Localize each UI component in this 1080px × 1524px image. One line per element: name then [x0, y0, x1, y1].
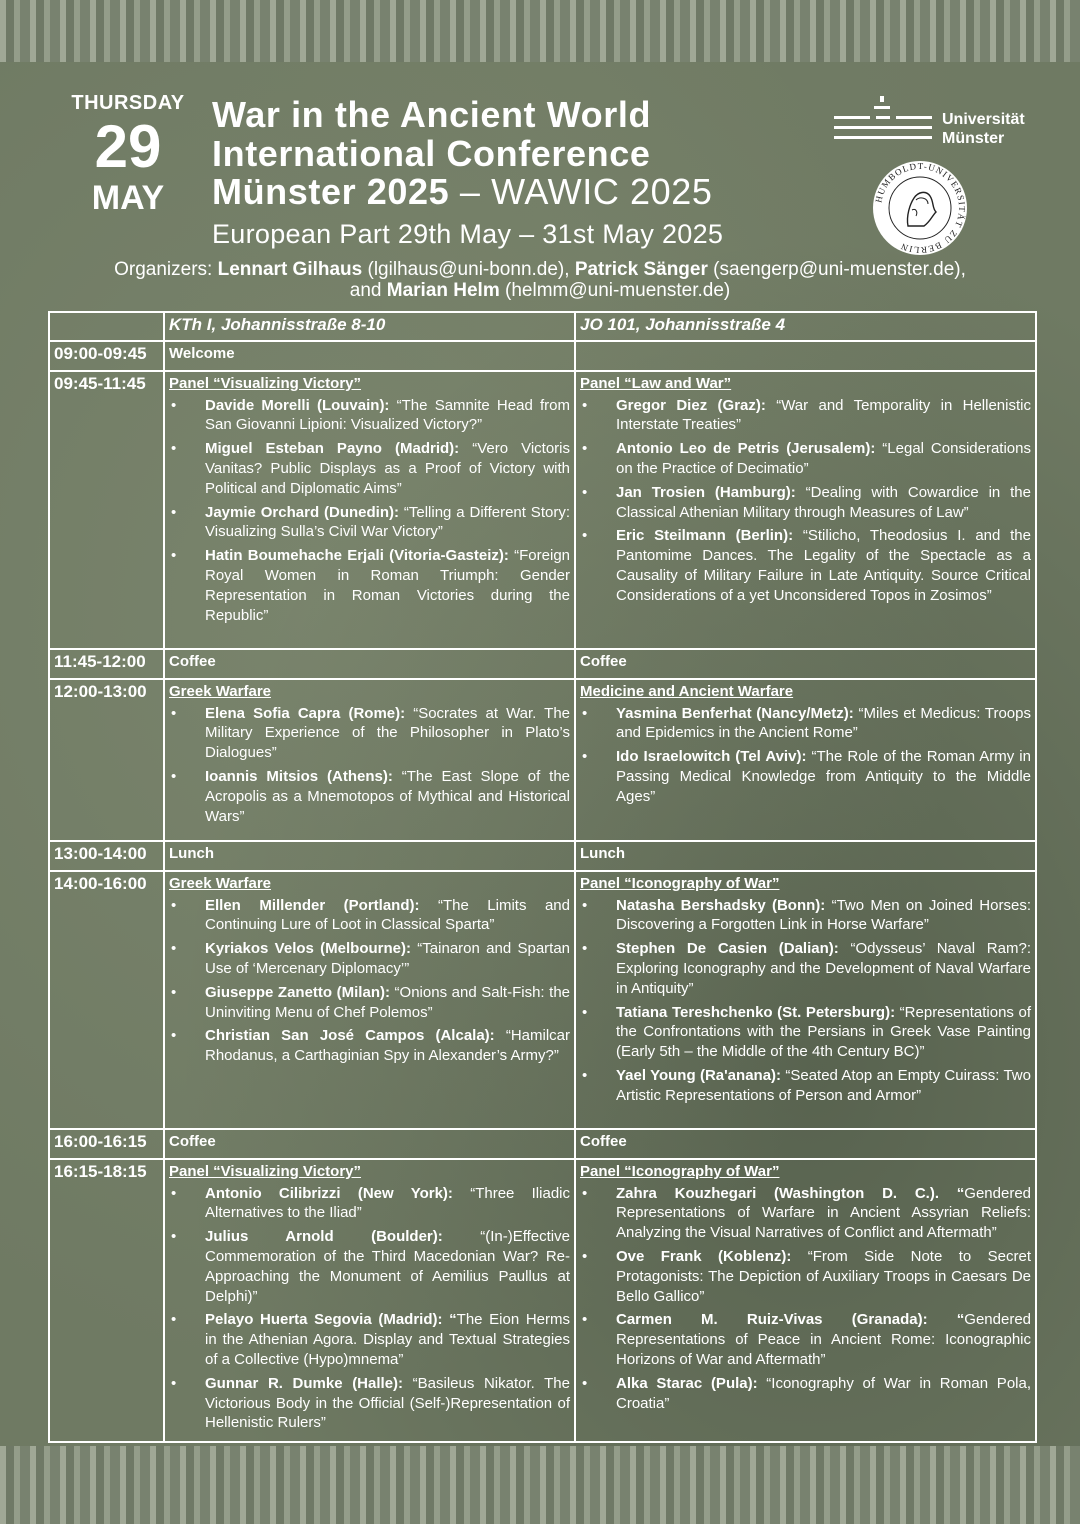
talk-title: “The Samnite Head from San Giovanni Lipioni: Visualized Victory?”	[205, 396, 570, 434]
time-slot-cell	[49, 649, 164, 679]
talk-title: “Telling a Different Story: Visualizing Sulla’s Civil War Victory”	[205, 503, 570, 541]
venue-b-label: JO 101, Johannisstraße 4	[580, 315, 786, 334]
talk-title: Gendered Representations of Warfare in Ancient Assyrian Reliefs: Analyzing the Visual Narratives of Conflict and Aftermath”	[616, 1184, 1031, 1242]
talk-item	[580, 439, 1031, 479]
muenster-logo-text	[942, 110, 1025, 148]
panel-title: Panel “Visualizing Victory”	[169, 374, 362, 392]
panel-title: Panel “Iconography of War”	[580, 874, 780, 892]
panel-title: Panel “Visualizing Victory”	[169, 1162, 362, 1180]
talk-speaker: Jaymie Orchard (Dunedin):	[205, 503, 399, 521]
talk-speaker: Alka Starac (Pula):	[616, 1374, 758, 1392]
talk-item	[169, 767, 570, 826]
talk-item	[580, 747, 1031, 806]
session-cell-a	[164, 841, 575, 871]
schedule-row	[49, 371, 1036, 649]
panel-title: Greek Warfare	[169, 874, 271, 892]
organizer-email-2[interactable]: (saengerp@uni-muenster.de),	[707, 259, 966, 280]
talk-title: “Onions and Salt-Fish: the Uninviting Menu of Chef Polemos”	[205, 983, 571, 1021]
talk-item	[580, 1066, 1031, 1106]
talk-list	[169, 396, 570, 626]
talk-item	[580, 1247, 1031, 1306]
talk-item	[580, 939, 1031, 998]
talk-speaker: Stephen De Casien (Dalian):	[616, 940, 839, 958]
organizers-label: Organizers:	[114, 259, 218, 280]
talk-item	[169, 439, 570, 498]
session-cell-b	[575, 1129, 1036, 1159]
talk-speaker: Antonio Leo de Petris (Jerusalem):	[616, 440, 876, 458]
talk-title: “Two Men on Joined Horses: Discovering a Forgotten Link in Horse Warfare”	[616, 896, 1031, 934]
session-cell-a	[164, 341, 575, 371]
talk-title: Gendered Representations of Peace in Ancient Rome: Iconographic Horizons of War and Aftermath”	[616, 1311, 1031, 1368]
schedule-body	[49, 312, 1036, 1442]
talk-list	[580, 1184, 1031, 1414]
talk-title: “Dealing with Cowardice in the Classical Athenian Military through Measures of Law”	[616, 483, 1031, 521]
university-muenster-logo	[834, 90, 1034, 150]
time-slot: 14:00-16:00	[54, 873, 147, 893]
talk-item	[580, 704, 1031, 744]
talk-list	[580, 396, 1031, 606]
time-slot-cell	[49, 371, 164, 649]
session-cell-b	[575, 649, 1036, 679]
date-weekday: THURSDAY	[71, 92, 185, 114]
talk-item	[169, 1310, 570, 1369]
talk-list	[580, 896, 1031, 1106]
talk-item	[169, 1026, 570, 1066]
talk-speaker: Giuseppe Zanetto (Milan):	[205, 983, 390, 1001]
title-line-1: War in the Ancient World	[212, 94, 652, 135]
session-label: Lunch	[580, 844, 625, 862]
talk-speaker: Miguel Esteban Payno (Madrid):	[205, 440, 460, 458]
talk-list	[580, 704, 1031, 807]
organizer-name-2: Patrick Sänger	[574, 259, 708, 280]
session-label: Coffee	[169, 1132, 216, 1150]
logo-text-line-2: Münster	[942, 130, 1005, 147]
talk-title: “Stilicho, Theodosius I. and the Pantomime Dances. The Legality of the Spectacle as a Causality of Military Failure in Late Antiquity. Source Critical Considerations of a yet Unconsidered Topos in Zosimos”	[616, 527, 1031, 604]
talk-speaker: Jan Trosien (Hamburg):	[616, 483, 796, 501]
humboldt-university-seal-icon	[872, 160, 968, 256]
talk-speaker: Yasmina Benferhat (Nancy/Metz):	[616, 704, 854, 722]
talk-title: “Miles et Medicus: Troops and Epidemics in the Ancient Rome”	[616, 704, 1031, 742]
talk-item	[169, 1374, 570, 1433]
talk-speaker: Ove Frank (Koblenz):	[616, 1247, 792, 1265]
talk-title: The Eion Herms in the Athenian Agora. Display and Textual Strategies of a Collective (Hypo)mnema”	[205, 1311, 570, 1368]
time-slot-cell	[49, 1159, 164, 1442]
schedule-row	[49, 871, 1036, 1129]
talk-speaker: Christian San José Campos (Alcala):	[205, 1027, 495, 1045]
schedule-row	[49, 841, 1036, 871]
session-cell-b	[575, 841, 1036, 871]
talk-title: “Representations of the Confrontations with the Persians in Greek Vase Painting (Early 5th – the Middle of the 4th Century BC)”	[616, 1003, 1031, 1061]
talk-speaker: Carmen M. Ruiz-Vivas (Granada): “	[616, 1311, 965, 1329]
talk-title: “War and Temporality in Hellenistic Interstate Treaties”	[616, 396, 1031, 434]
talk-speaker: Hatin Boumehache Erjali (Vitoria-Gasteiz):	[205, 547, 509, 565]
schedule-row	[49, 1159, 1036, 1442]
session-cell-b	[575, 679, 1036, 841]
title-line-3-light: – WAWIC 2025	[449, 171, 713, 212]
talk-speaker: Davide Morelli (Louvain):	[205, 396, 390, 414]
venue-header-row	[49, 312, 1036, 341]
talk-speaker: Ellen Millender (Portland):	[205, 896, 420, 914]
talk-item	[169, 704, 570, 763]
panel-title: Panel “Iconography of War”	[580, 1162, 780, 1180]
time-slot-cell	[49, 341, 164, 371]
organizer-name-1: Lennart Gilhaus	[217, 259, 363, 280]
seal-text: HUMBOLDT-UNIVERSITÄT ZU BERLIN	[873, 160, 968, 256]
talk-item	[580, 396, 1031, 436]
schedule-row	[49, 649, 1036, 679]
time-slot: 09:00-09:45	[54, 343, 147, 363]
panel-title: Medicine and Ancient Warfare	[580, 682, 794, 700]
talk-speaker: Yael Young (Ra'anana):	[616, 1066, 782, 1084]
talk-title: “The Role of the Roman Army in Passing Medical Knowledge from Antiquity to the Middle Ages”	[616, 748, 1031, 805]
talk-speaker: Kyriakos Velos (Melbourne):	[205, 940, 411, 958]
date-day: 29	[94, 113, 162, 180]
talk-title: “Hamilcar Rhodanus, a Carthaginian Spy in Alexander’s Army?”	[205, 1027, 570, 1065]
title-line-3-bold: Münster 2025	[212, 171, 450, 212]
time-slot-cell	[49, 841, 164, 871]
venue-b	[575, 312, 1036, 341]
session-cell-a	[164, 371, 575, 649]
session-cell-a	[164, 1129, 575, 1159]
talk-item	[169, 1227, 570, 1306]
session-label: Welcome	[169, 344, 235, 362]
conference-dates: European Part 29th May – 31st May 2025	[212, 218, 724, 249]
talk-title: “Foreign Royal Women in Roman Triumph: Gender Representation in Roman Victories during the Republic”	[205, 547, 570, 624]
talk-speaker: Julius Arnold (Boulder):	[205, 1228, 443, 1246]
session-cell-b	[575, 341, 1036, 371]
time-slot: 11:45-12:00	[54, 651, 146, 671]
talk-title: “Legal Considerations on the Practice of Decimatio”	[616, 440, 1031, 477]
talk-speaker: Ioannis Mitsios (Athens):	[205, 767, 393, 785]
talk-speaker: Gregor Diez (Graz):	[616, 396, 766, 414]
schedule-row	[49, 341, 1036, 371]
organizer-name-3: Marian Helm	[386, 279, 500, 301]
talk-speaker: Elena Sofia Capra (Rome):	[205, 704, 406, 722]
title-line-2: International Conference	[212, 132, 651, 174]
session-label: Lunch	[169, 844, 214, 862]
talk-title: “From Side Note to Secret Protagonists: The Depiction of Auxiliary Troops in Caesars De Bello Gallico”	[616, 1247, 1031, 1305]
talk-list	[169, 1184, 570, 1434]
talk-item	[169, 939, 570, 979]
talk-title: “(In-)Effective Commemoration of the Third Macedonian War? Re-Approaching the Monument of Aemilius Paullus at Delphi)”	[205, 1228, 570, 1305]
talk-title: “Seated Atop an Empty Cuirass: Two Artistic Representations of Person and Armor”	[616, 1066, 1031, 1104]
title-line-3	[212, 173, 812, 212]
talk-item	[580, 1374, 1031, 1414]
talk-item	[169, 503, 570, 543]
date-block	[60, 92, 196, 217]
talk-speaker: Pelayo Huerta Segovia (Madrid): “	[205, 1311, 457, 1329]
logo-text-line-1: Universität	[942, 111, 1025, 128]
organizers-and: and	[349, 279, 387, 301]
talk-title: “Tainaron and Spartan Use of ‘Mercenary Diplomacy’”	[205, 940, 571, 977]
talk-title: “Iconography of War in Roman Pola, Croatia”	[616, 1374, 1031, 1412]
talk-speaker: Tatiana Tereshchenko (St. Petersburg):	[616, 1003, 896, 1021]
session-cell-a	[164, 649, 575, 679]
schedule-table	[48, 311, 1037, 1443]
time-slot-cell	[49, 1129, 164, 1159]
talk-speaker: Antonio Cilibrizzi (New York):	[205, 1184, 453, 1202]
talk-item	[169, 983, 570, 1023]
talk-item	[580, 1184, 1031, 1243]
time-slot-cell	[49, 871, 164, 1129]
time-slot: 16:15-18:15	[54, 1161, 147, 1181]
decorative-border-top	[0, 0, 1080, 62]
session-label: Coffee	[169, 652, 216, 670]
time-slot: 12:00-13:00	[54, 681, 147, 701]
organizer-email-1[interactable]: (lgilhaus@uni-bonn.de),	[362, 259, 575, 280]
talk-item	[169, 1184, 570, 1224]
organizer-email-3[interactable]: (helmm@uni-muenster.de)	[499, 279, 731, 301]
talk-item	[169, 396, 570, 436]
talk-item	[169, 546, 570, 625]
time-slot: 13:00-14:00	[54, 843, 147, 863]
session-cell-a	[164, 679, 575, 841]
session-cell-b	[575, 371, 1036, 649]
talk-speaker: Gunnar R. Dumke (Halle):	[205, 1374, 404, 1392]
time-slot: 16:00-16:15	[54, 1131, 147, 1151]
time-slot-cell	[49, 679, 164, 841]
talk-speaker: Eric Steilmann (Berlin):	[616, 527, 794, 545]
venue-header-blank	[49, 312, 164, 341]
schedule-row	[49, 1129, 1036, 1159]
panel-title: Panel “Law and War”	[580, 374, 732, 392]
talk-item	[580, 483, 1031, 523]
talk-title: “Basileus Nikator. The Victorious Body in the Official (Self-)Representation of Hellenistic Rulers”	[205, 1374, 570, 1432]
venue-a-label: KTh I, Johannisstraße 8-10	[169, 315, 386, 334]
conference-title	[212, 96, 812, 250]
talk-title: “The East Slope of the Acropolis as a Mnemotopos of Mythical and Historical Wars”	[205, 767, 571, 825]
session-label: Coffee	[580, 1132, 627, 1150]
talk-title: “Odysseus’ Naval Ram?: Exploring Iconography and the Development of Naval Warfare in Antiquity”	[616, 940, 1031, 997]
talk-item	[580, 1003, 1031, 1062]
organizers	[0, 260, 1080, 301]
session-cell-a	[164, 871, 575, 1129]
talk-title: “Vero Victoris Vanitas? Public Displays as a Proof of Victory with Political and Diplomatic Aims”	[205, 440, 570, 497]
talk-item	[580, 1310, 1031, 1369]
session-cell-b	[575, 1159, 1036, 1442]
panel-title: Greek Warfare	[169, 682, 271, 700]
session-label: Coffee	[580, 652, 627, 670]
talk-item	[580, 526, 1031, 605]
session-cell-b	[575, 871, 1036, 1129]
time-slot: 09:45-11:45	[54, 373, 146, 393]
talk-list	[169, 896, 570, 1066]
talk-title: “The Limits and Continuing Lure of Loot in Classical Sparta”	[205, 896, 570, 934]
talk-title: “Three Iliadic Alternatives to the Iliad”	[205, 1184, 570, 1222]
talk-list	[169, 704, 570, 827]
date-month: MAY	[91, 179, 165, 217]
muenster-logo-icon	[834, 96, 934, 142]
talk-title: “Socrates at War. The Military Experience of the Philosopher in Plato’s Dialogues”	[205, 704, 571, 762]
talk-speaker: Zahra Kouzhegari (Washington D. C.). “	[616, 1184, 965, 1202]
talk-speaker: Natasha Bershadsky (Bonn):	[616, 896, 826, 914]
talk-item	[169, 896, 570, 936]
venue-a	[164, 312, 575, 341]
talk-speaker: Ido Israelowitch (Tel Aviv):	[616, 748, 807, 766]
schedule-row	[49, 679, 1036, 841]
talk-item	[580, 896, 1031, 936]
decorative-border-bottom	[0, 1446, 1080, 1524]
session-cell-a	[164, 1159, 575, 1442]
